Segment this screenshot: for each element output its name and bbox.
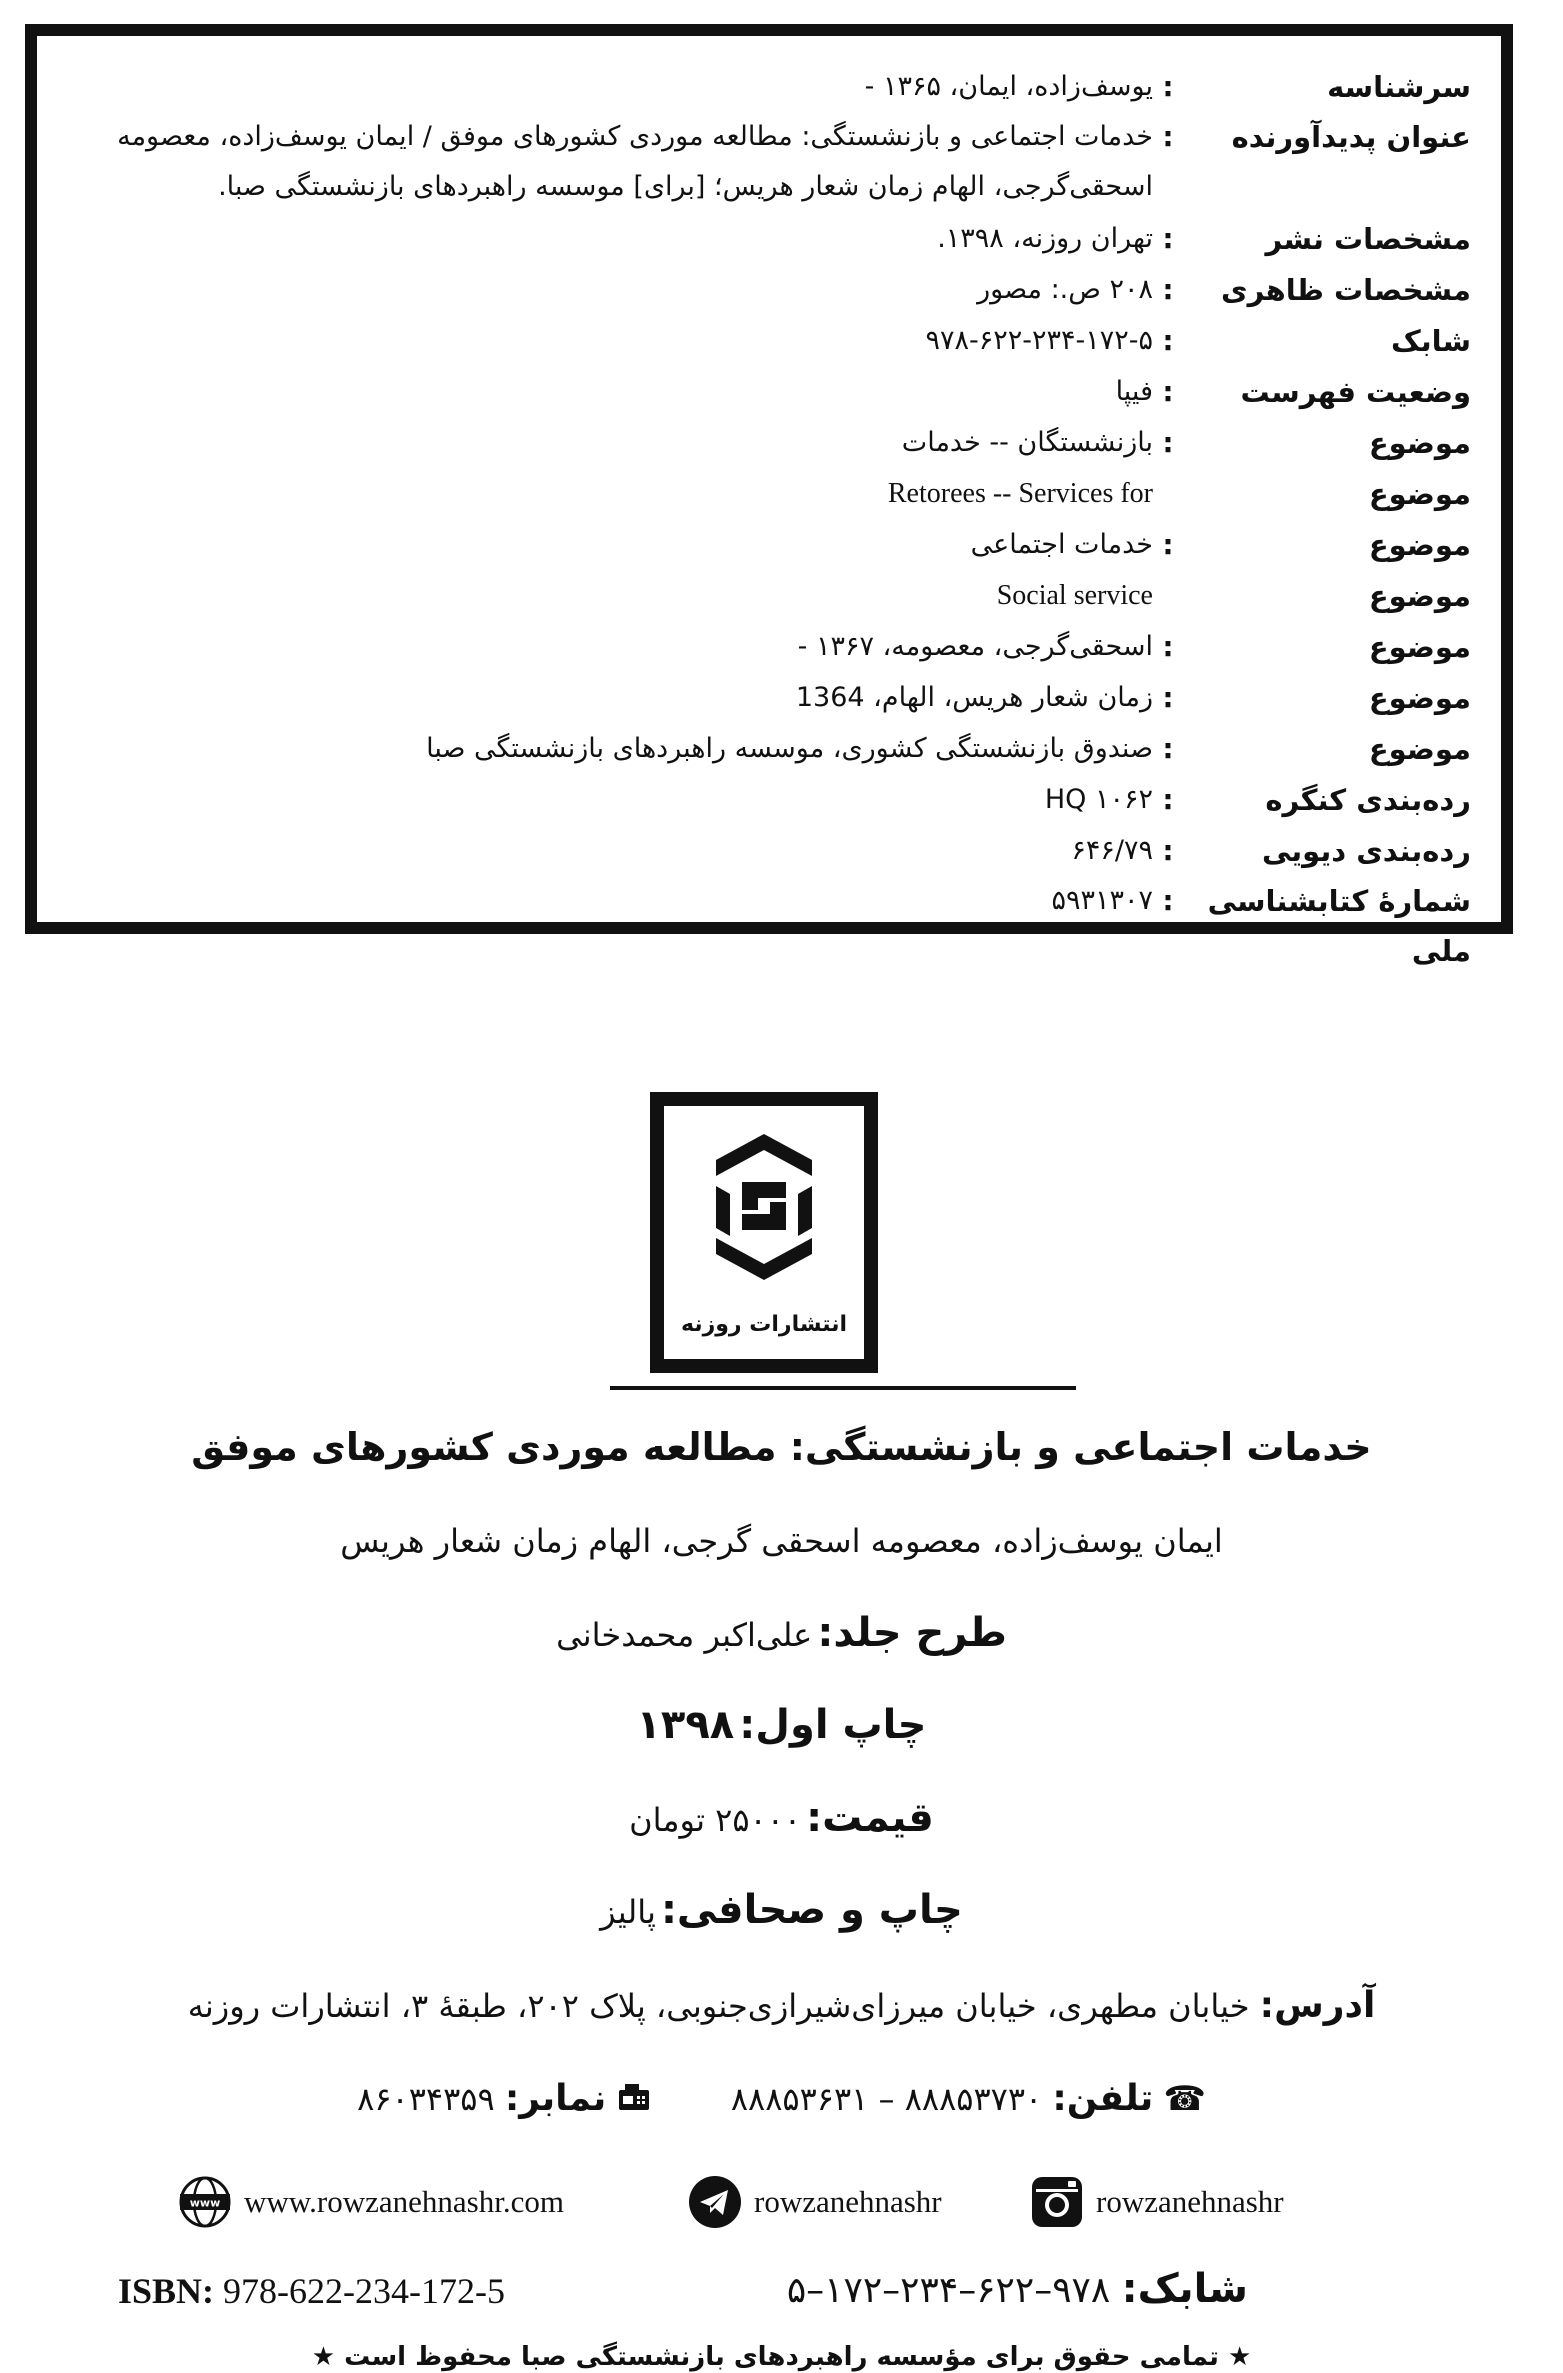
colon: :: [1162, 375, 1174, 408]
printing-key: چاپ و صحافی:: [660, 1887, 963, 1933]
catalog-value: خدمات اجتماعی و بازنشستگی: مطالعه موردی کشورهای موفق / ایمان یوسف‌زاده، معصومه: [117, 121, 1153, 152]
catalog-row: [37, 62, 1501, 112]
website-text: www.rowzanehnashr.com: [244, 2184, 564, 2219]
catalog-value: فیپا: [1115, 376, 1153, 407]
colon: :: [1162, 426, 1174, 459]
catalog-label: شابک: [1391, 324, 1471, 358]
isbn-fa-key: شابک:: [1121, 2266, 1248, 2312]
catalog-row: [37, 673, 1501, 723]
colon: :: [1162, 732, 1174, 765]
catalog-value: ۲۰۸ ص.: مصور: [977, 274, 1153, 305]
catalog-label: وضعیت فهرست: [1240, 375, 1471, 409]
price-value: ۲۵۰۰۰ تومان: [629, 1801, 802, 1839]
address-key: آدرس:: [1259, 1985, 1376, 2026]
catalog-label: سرشناسه: [1327, 70, 1471, 104]
catalog-value: ۶۴۶/۷۹: [1071, 835, 1153, 866]
divider: [610, 1386, 1076, 1390]
catalog-row: [37, 316, 1501, 366]
catalog-label: موضوع: [1368, 681, 1471, 715]
catalog-label: موضوع: [1368, 630, 1471, 664]
catalog-label: شمارهٔ کتابشناسی ملی: [1207, 884, 1471, 968]
logo-text: انتشارات روزنه: [680, 1312, 847, 1337]
isbn-fa-value: ۹۷۸–۶۲۲–۲۳۴–۱۷۲–۵: [786, 2270, 1111, 2311]
phone-value: ۸۸۸۵۳۷۳۰ – ۸۸۸۵۳۶۳۱: [730, 2080, 1043, 2118]
cover-design-value: علی‌اکبر محمدخانی: [556, 1616, 813, 1654]
catalog-row: [37, 112, 1501, 162]
catalog-value: ۵۹۳۱۳۰۷: [1051, 885, 1153, 916]
catalog-value: خدمات اجتماعی: [970, 529, 1153, 560]
catalog-row: [37, 520, 1501, 570]
catalog-row-continuation: [37, 162, 1501, 212]
isbn-key: ISBN:: [118, 2271, 215, 2311]
catalog-value: اسحقی‌گرجی، معصومه، ۱۳۶۷ -: [797, 631, 1153, 662]
colon: :: [1162, 273, 1174, 306]
phone-key: تلفن:: [1052, 2078, 1154, 2119]
instagram-text: rowzanehnashr: [1096, 2184, 1284, 2219]
svg-text:www: www: [189, 2196, 221, 2210]
catalog-value-continuation: اسحقی‌گرجی، الهام زمان شعار هریس؛ [برای] موسسه راهبردهای بازنشستگی صبا.: [218, 171, 1153, 202]
isbn-persian: [787, 2266, 1248, 2312]
book-authors: ایمان یوسف‌زاده، معصومه اسحقی گرجی، الهام زمان شعار هریس: [340, 1522, 1223, 1560]
catalog-label: موضوع: [1368, 732, 1471, 766]
colon: :: [1162, 528, 1174, 561]
telegram-link[interactable]: [688, 2172, 942, 2232]
phone-icon: ☎: [1163, 2079, 1206, 2119]
catalog-row: [37, 622, 1501, 672]
fax-value: ۸۶۰۳۴۳۵۹: [357, 2080, 495, 2118]
price-line: [0, 1795, 1563, 1841]
colon: :: [1162, 120, 1174, 153]
cover-design-line: [0, 1610, 1563, 1656]
isbn-value: 978-622-234-172-5: [223, 2271, 505, 2311]
catalog-label: عنوان پدیدآورنده: [1231, 120, 1471, 154]
catalog-value: یوسف‌زاده، ایمان، ۱۳۶۵ -: [864, 71, 1153, 102]
colon: :: [1162, 884, 1174, 917]
catalog-row: [37, 469, 1501, 519]
catalog-row: [37, 367, 1501, 417]
colon: :: [1162, 834, 1174, 867]
colon: :: [1162, 681, 1174, 714]
catalog-value: بازنشستگان -- خدمات: [901, 427, 1153, 458]
instagram-icon: [1030, 2175, 1084, 2229]
book-title: خدمات اجتماعی و بازنشستگی: مطالعه موردی کشورهای موفق: [191, 1425, 1372, 1469]
edition-value: ۱۳۹۸: [636, 1702, 735, 1748]
colon: :: [1162, 630, 1174, 663]
instagram-link[interactable]: [1030, 2172, 1284, 2232]
catalog-row: [37, 571, 1501, 621]
colon: :: [1162, 783, 1174, 816]
catalog-label: موضوع: [1368, 528, 1471, 562]
catalog-row: [37, 724, 1501, 774]
catalog-row: [37, 265, 1501, 315]
fax-icon: [617, 2082, 651, 2120]
colon: :: [1162, 70, 1174, 103]
price-key: قیمت:: [806, 1795, 934, 1841]
catalog-label: مشخصات نشر: [1265, 222, 1471, 256]
telegram-icon: [688, 2175, 742, 2229]
globe-icon: [178, 2175, 232, 2229]
catalog-row: [37, 214, 1501, 264]
address-line: [0, 1985, 1563, 2026]
logo-frame: [664, 1106, 864, 1359]
catalog-value: ۹۷۸-۶۲۲-۲۳۴-۱۷۲-۵: [925, 325, 1153, 356]
address-value: خیابان مطهری، خیابان میرزای‌شیرازی‌جنوبی، پلاک ۲۰۲، طبقهٔ ۳، انتشارات روزنه: [187, 1987, 1250, 2025]
logo-mark-icon: [664, 1106, 864, 1306]
isbn-latin: [118, 2270, 505, 2312]
copyright-notice: ★ تمامی حقوق برای مؤسسه راهبردهای بازنشستگی صبا محفوظ است ★: [311, 2342, 1252, 2372]
catalog-box: [25, 24, 1513, 968]
catalog-label: موضوع: [1368, 426, 1471, 460]
catalog-label: موضوع: [1368, 579, 1471, 613]
catalog-label: رده‌بندی کنگره: [1265, 783, 1471, 817]
printing-value: پالیز: [600, 1893, 656, 1931]
catalog-row: [37, 826, 1501, 876]
colon: :: [1162, 222, 1174, 255]
catalog-value: تهران روزنه، ۱۳۹۸.: [937, 223, 1153, 254]
catalog-row: [37, 418, 1501, 468]
catalog-value: Retorees -- Services for: [887, 478, 1153, 509]
catalog-label: رده‌بندی دیویی: [1261, 834, 1471, 868]
colon: :: [1162, 324, 1174, 357]
catalog-label: موضوع: [1368, 477, 1471, 511]
edition-key: چاپ اول:: [739, 1702, 927, 1748]
website-link[interactable]: [178, 2172, 564, 2232]
publisher-logo: [650, 1092, 878, 1373]
catalog-row: [37, 775, 1501, 825]
catalog-label: مشخصات ظاهری: [1221, 273, 1471, 307]
contact-line: [0, 2078, 1563, 2120]
printing-line: [0, 1887, 1563, 1933]
catalog-value: HQ ۱۰۶۲: [1044, 784, 1153, 815]
cover-design-key: طرح جلد:: [817, 1610, 1007, 1656]
edition-line: [0, 1702, 1563, 1748]
catalog-row: [37, 876, 1501, 968]
catalog-value: زمان شعار هریس، الهام، 1364: [795, 682, 1153, 713]
fax-key: نمابر:: [504, 2078, 607, 2119]
telegram-text: rowzanehnashr: [754, 2184, 942, 2219]
catalog-value: Social service: [996, 580, 1153, 611]
catalog-value: صندوق بازنشستگی کشوری، موسسه راهبردهای بازنشستگی صبا: [426, 733, 1153, 764]
